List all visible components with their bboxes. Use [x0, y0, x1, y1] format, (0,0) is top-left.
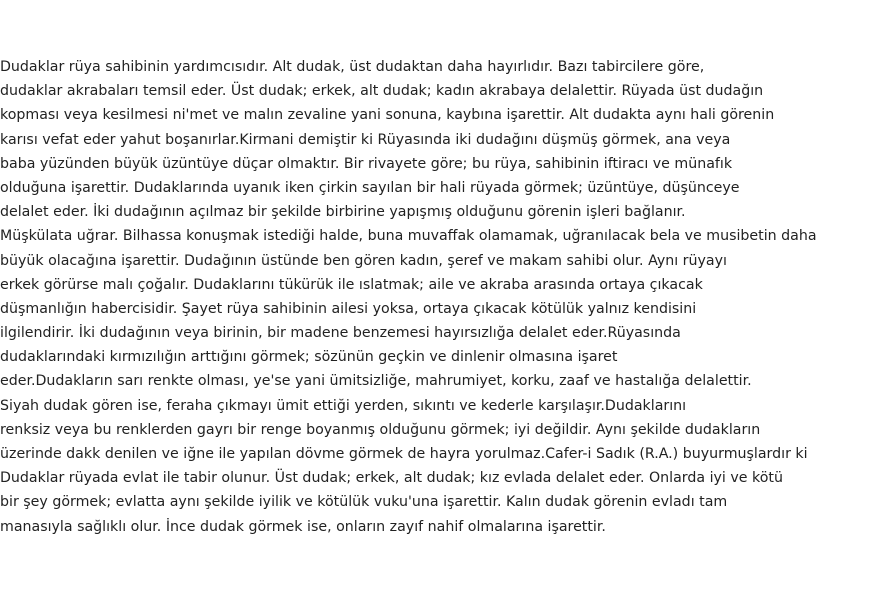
text-line: manasıyla sağlıklı olur. İnce dudak görmek ise, onların zayıf nahif olmalarına işarettir. — [0, 518, 606, 535]
article-body — [0, 55, 878, 539]
text-line: karısı vefat eder yahut boşanırlar.Kirmani demiştir ki Rüyasında iki dudağını düşmüş görmek, ana veya — [0, 131, 731, 148]
text-line: renksiz veya bu renklerden gayrı bir renge boyanmış olduğunu görmek; iyi değildir. Aynı şekilde dudakların — [0, 421, 761, 438]
text-line: bir şey görmek; evlatta aynı şekilde iyilik ve kötülük vuku'una işarettir. Kalın dudak görenin evladı tam — [0, 494, 728, 511]
text-line: üzerinde dakk denilen ve iğne ile yapılan dövme görmek de hayra yorulmaz.Cafer-i Sadık (R.A.) buyurmuşlardır ki — [0, 446, 808, 462]
text-line: büyük olacağına işarettir. Dudağının üstünde ben gören kadın, şeref ve makam sahibi olur. Aynı rüyayı — [0, 252, 727, 269]
text-line: Dudaklar rüya sahibinin yardımcısıdır. Alt dudak, üst dudaktan daha hayırlıdır. Bazı tabircilere göre, — [0, 59, 705, 75]
text-line: delalet eder. İki dudağının açılmaz bir şekilde birbirine yapışmış olduğunu görenin işleri bağlanır. — [0, 204, 686, 221]
text-line: düşmanlığın habercisidir. Şayet rüya sahibinin ailesi yoksa, ortaya çıkacak kötülük yalnız kendisini — [0, 300, 697, 317]
text-line: Dudaklar rüyada evlat ile tabir olunur. Üst dudak; erkek, alt dudak; kız evlada delalet eder. Onlarda iyi ve kötü — [0, 470, 783, 487]
text-line: ilgilendirir. İki dudağının veya birinin, bir madene benzemesi hayırsızlığa delalet eder.Rüyasında — [0, 325, 681, 342]
text-line: eder.Dudakların sarı renkte olması, ye'se yani ümitsizliğe, mahrumiyet, korku, zaaf ve hastalığa delalettir. — [0, 373, 752, 390]
text-line: Siyah dudak gören ise, feraha çıkmayı ümit ettiği yerden, sıkıntı ve kederle karşılaşır.Dudaklarını — [0, 397, 687, 414]
text-line: baba yüzünden büyük üzüntüye düçar olmaktır. Bir rivayete göre; bu rüya, sahibinin iftiracı ve münafık — [0, 155, 733, 172]
text-line: Müşkülata uğrar. Bilhassa konuşmak istediği halde, buna muvaffak olamamak, uğranılacak bela ve musibetin daha — [0, 228, 817, 245]
text-line: kopması veya kesilmesi ni'met ve malın zevaline yani sonuna, kaybına işarettir. Alt dudakta aynı hali görenin — [0, 107, 775, 124]
text-line: dudaklar akrabaları temsil eder. Üst dudak; erkek, alt dudak; kadın akrabaya delalettir. Rüyada üst dudağın — [0, 83, 764, 100]
text-line: erkek görürse malı çoğalır. Dudaklarını tükürük ile ıslatmak; aile ve akraba arasında ortaya çıkacak — [0, 276, 703, 293]
text-line: dudaklarındaki kırmızılığın arttığını görmek; sözünün geçkin ve dinlenir olmasına işaret — [0, 349, 618, 366]
text-line: olduğuna işarettir. Dudaklarında uyanık iken çirkin sayılan bir hali rüyada görmek; üzüntüye, düşünceye — [0, 179, 740, 196]
